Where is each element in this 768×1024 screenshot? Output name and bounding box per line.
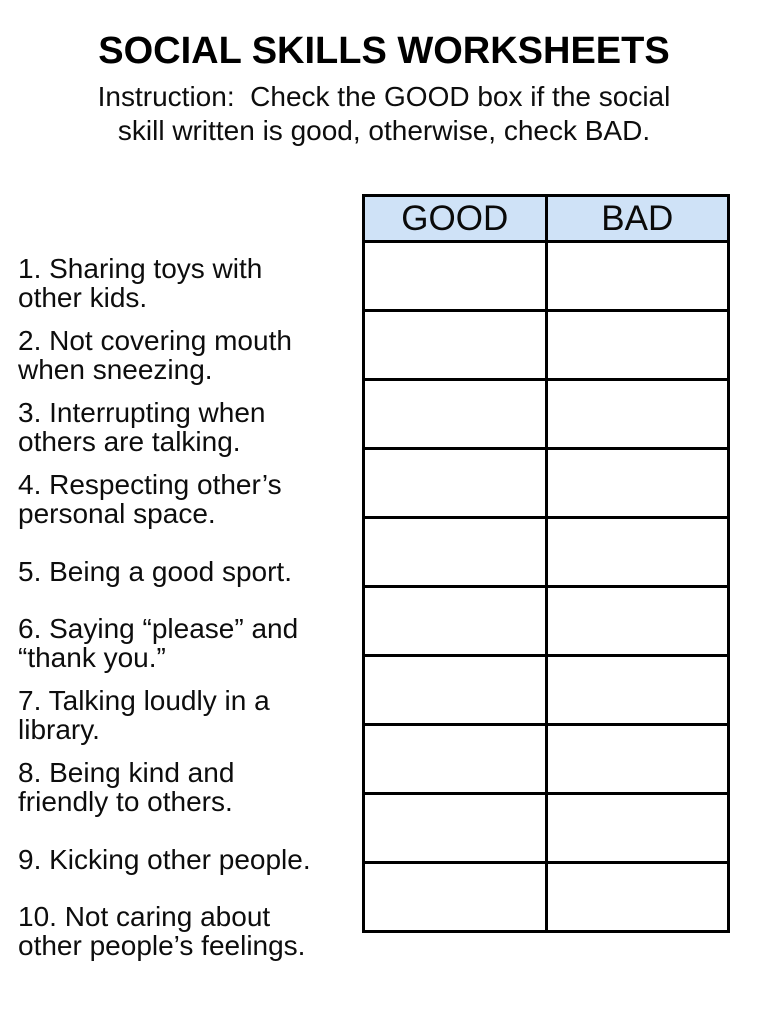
page-title: SOCIAL SKILLS WORKSHEETS	[98, 30, 670, 72]
item-line: 3. Interrupting when	[18, 397, 266, 428]
table-row-7	[364, 656, 729, 725]
worksheet-item-text	[18, 557, 292, 586]
worksheet-item-text	[18, 398, 266, 456]
item-line: other kids.	[18, 282, 148, 313]
bad-checkbox-cell-2[interactable]	[546, 311, 729, 380]
good-checkbox-cell-2[interactable]	[364, 311, 547, 380]
good-checkbox-cell-6[interactable]	[364, 587, 547, 656]
good-checkbox-cell-4[interactable]	[364, 449, 547, 518]
worksheet-item-text	[18, 686, 270, 744]
worksheet-item-8	[18, 751, 362, 823]
table-row-8	[364, 725, 729, 794]
bad-checkbox-cell-6[interactable]	[546, 587, 729, 656]
instruction-line-2: skill written is good, otherwise, check BAD.	[117, 115, 651, 146]
item-line: other people’s feelings.	[18, 930, 306, 961]
table-row-1	[364, 242, 729, 311]
table-row-10	[364, 863, 729, 932]
item-line: “thank you.”	[18, 642, 166, 673]
worksheet-item-2	[18, 319, 362, 391]
table-header-row	[364, 196, 729, 242]
item-line: 4. Respecting other’s	[18, 469, 282, 500]
worksheet-item-7	[18, 679, 362, 751]
item-line: 7. Talking loudly in a	[18, 685, 270, 716]
item-line: personal space.	[18, 498, 216, 529]
bad-checkbox-cell-4[interactable]	[546, 449, 729, 518]
table-header	[364, 196, 729, 242]
table-row-3	[364, 380, 729, 449]
good-bad-table	[362, 194, 730, 933]
instruction-text	[0, 80, 768, 148]
table-row-4	[364, 449, 729, 518]
bad-checkbox-cell-9[interactable]	[546, 794, 729, 863]
bad-checkbox-cell-7[interactable]	[546, 656, 729, 725]
item-line: 5. Being a good sport.	[18, 555, 292, 587]
worksheet-item-10	[18, 895, 362, 967]
item-line: 9. Kicking other people.	[18, 843, 311, 875]
good-checkbox-cell-8[interactable]	[364, 725, 547, 794]
worksheet-item-text	[18, 254, 262, 312]
item-line: friendly to others.	[18, 786, 233, 817]
worksheet-item-1	[18, 247, 362, 319]
worksheet-item-text	[18, 326, 292, 384]
instruction-line-1: Instruction: Check the GOOD box if the social	[97, 81, 671, 112]
worksheet-item-text	[18, 614, 298, 672]
column-header-good: GOOD	[364, 196, 547, 242]
good-checkbox-cell-3[interactable]	[364, 380, 547, 449]
worksheet-item-text	[18, 902, 305, 960]
good-checkbox-cell-1[interactable]	[364, 242, 547, 311]
bad-checkbox-cell-5[interactable]	[546, 518, 729, 587]
item-list	[18, 247, 362, 967]
worksheet-item-text	[18, 758, 234, 816]
bad-checkbox-cell-1[interactable]	[546, 242, 729, 311]
good-checkbox-cell-5[interactable]	[364, 518, 547, 587]
bad-checkbox-cell-10[interactable]	[546, 863, 729, 932]
bad-checkbox-cell-3[interactable]	[546, 380, 729, 449]
good-checkbox-cell-7[interactable]	[364, 656, 547, 725]
table-row-9	[364, 794, 729, 863]
column-header-bad: BAD	[546, 196, 729, 242]
bad-checkbox-cell-8[interactable]	[546, 725, 729, 794]
table-row-2	[364, 311, 729, 380]
table-row-6	[364, 587, 729, 656]
item-line: when sneezing.	[18, 354, 213, 385]
item-line: library.	[18, 714, 100, 745]
worksheet-item-5	[18, 535, 362, 607]
item-line: 2. Not covering mouth	[18, 325, 292, 356]
item-line: 1. Sharing toys with	[18, 253, 263, 284]
item-line: 10. Not caring about	[18, 901, 271, 932]
table-row-5	[364, 518, 729, 587]
good-checkbox-cell-10[interactable]	[364, 863, 547, 932]
worksheet-item-text	[18, 470, 282, 528]
worksheet-item-text	[18, 845, 311, 874]
item-line: 8. Being kind and	[18, 757, 235, 788]
item-line: others are talking.	[18, 426, 241, 457]
item-line: 6. Saying “please” and	[18, 613, 299, 644]
worksheet-item-9	[18, 823, 362, 895]
worksheet-item-3	[18, 391, 362, 463]
worksheet-item-4	[18, 463, 362, 535]
worksheet-item-6	[18, 607, 362, 679]
good-checkbox-cell-9[interactable]	[364, 794, 547, 863]
